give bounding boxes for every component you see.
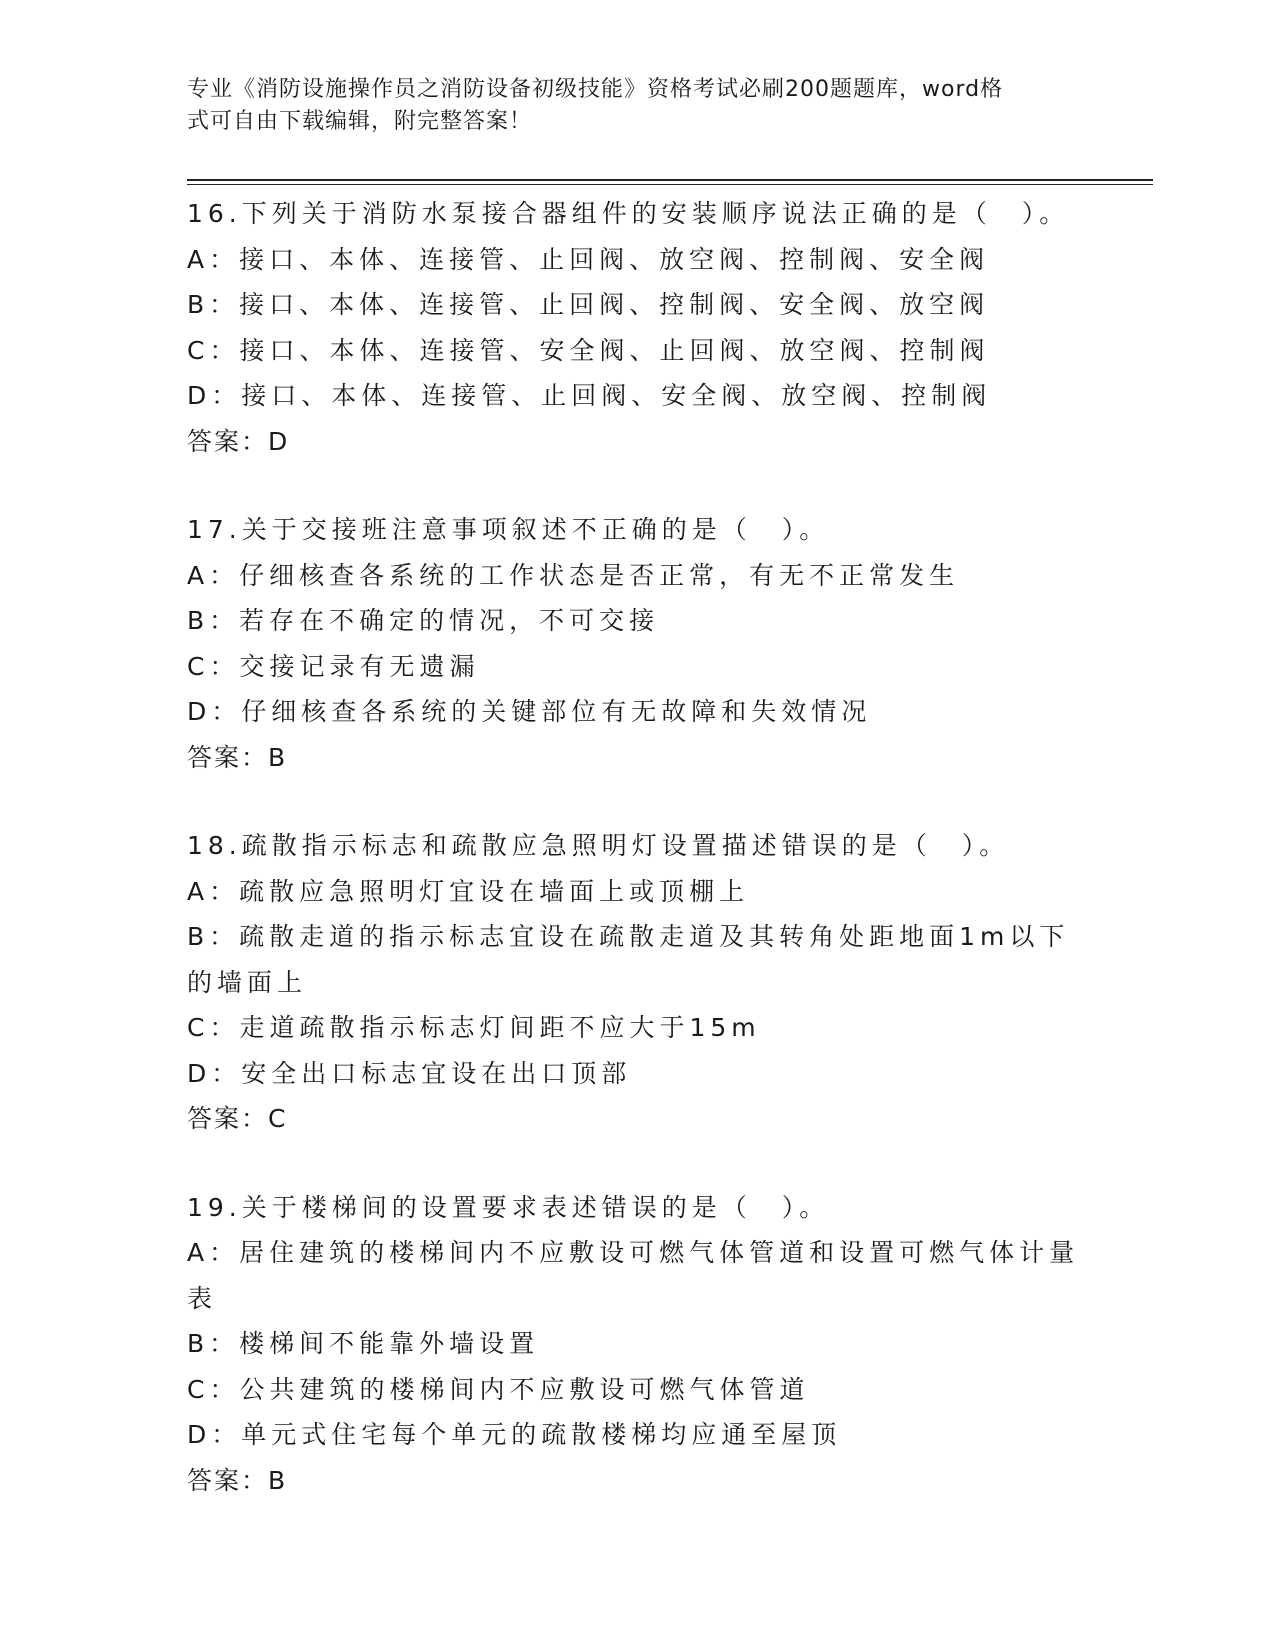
answer-line: 答案：D [187,426,290,456]
option-a: A：仔细核查各系统的工作状态是否正常，有无不正常发生 [187,560,960,590]
question-list [187,191,1087,1546]
option-a: A：疏散应急照明灯宜设在墙面上或顶棚上 [187,876,750,906]
question-stem: 19.关于楼梯间的设置要求表述错误的是（ ）。 [187,1192,830,1222]
header-line-2: 式可自由下载编辑，附完整答案！ [187,109,533,134]
answer-line: 答案：C [187,1104,288,1133]
option-c: C：接口、本体、连接管、安全阀、止回阀、放空阀、控制阀 [187,335,990,365]
header-divider-thin [187,184,1153,185]
option-a: A：接口、本体、连接管、止回阀、放空阀、控制阀、安全阀 [187,244,990,274]
option-b: B：接口、本体、连接管、止回阀、控制阀、安全阀、放空阀 [187,290,990,319]
option-b: B：若存在不确定的情况，不可交接 [187,606,660,635]
option-a: A：居住建筑的楼梯间内不应敷设可燃气体管道和设置可燃气体计量表 [187,1238,1080,1313]
option-d: D：仔细核查各系统的关键部位有无故障和失效情况 [187,697,872,726]
answer-line: 答案：B [187,742,288,772]
header-line-1: 专业《消防设施操作员之消防设备初级技能》资格考试必刷200题题库，word格 [187,77,1004,102]
option-d: D：安全出口标志宜设在出口顶部 [187,1058,632,1088]
answer-line: 答案：B [187,1465,288,1495]
document-header [187,74,1067,138]
question-stem: 18.疏散指示标志和疏散应急照明灯设置描述错误的是（ ）。 [187,831,1010,860]
option-c: C：公共建筑的楼梯间内不应敷设可燃气体管道 [187,1374,810,1404]
header-divider-thick [187,179,1153,181]
option-c: C：走道疏散指示标志灯间距不应大于15m [187,1013,761,1042]
question-stem: 16.下列关于消防水泵接合器组件的安装顺序说法正确的是（ ）。 [187,199,1070,228]
option-b: B：楼梯间不能靠外墙设置 [187,1329,540,1358]
question-17 [187,507,1087,780]
question-18 [187,823,1087,1142]
option-b: B：疏散走道的指示标志宜设在疏散走道及其转角处距地面1m以下的墙面上 [187,922,1070,997]
question-16 [187,191,1087,464]
question-stem: 17.关于交接班注意事项叙述不正确的是（ ）。 [187,515,830,544]
option-d: D：接口、本体、连接管、止回阀、安全阀、放空阀、控制阀 [187,381,992,410]
question-19 [187,1185,1087,1504]
option-c: C：交接记录有无遗漏 [187,651,480,681]
option-d: D：单元式住宅每个单元的疏散楼梯均应通至屋顶 [187,1420,842,1449]
